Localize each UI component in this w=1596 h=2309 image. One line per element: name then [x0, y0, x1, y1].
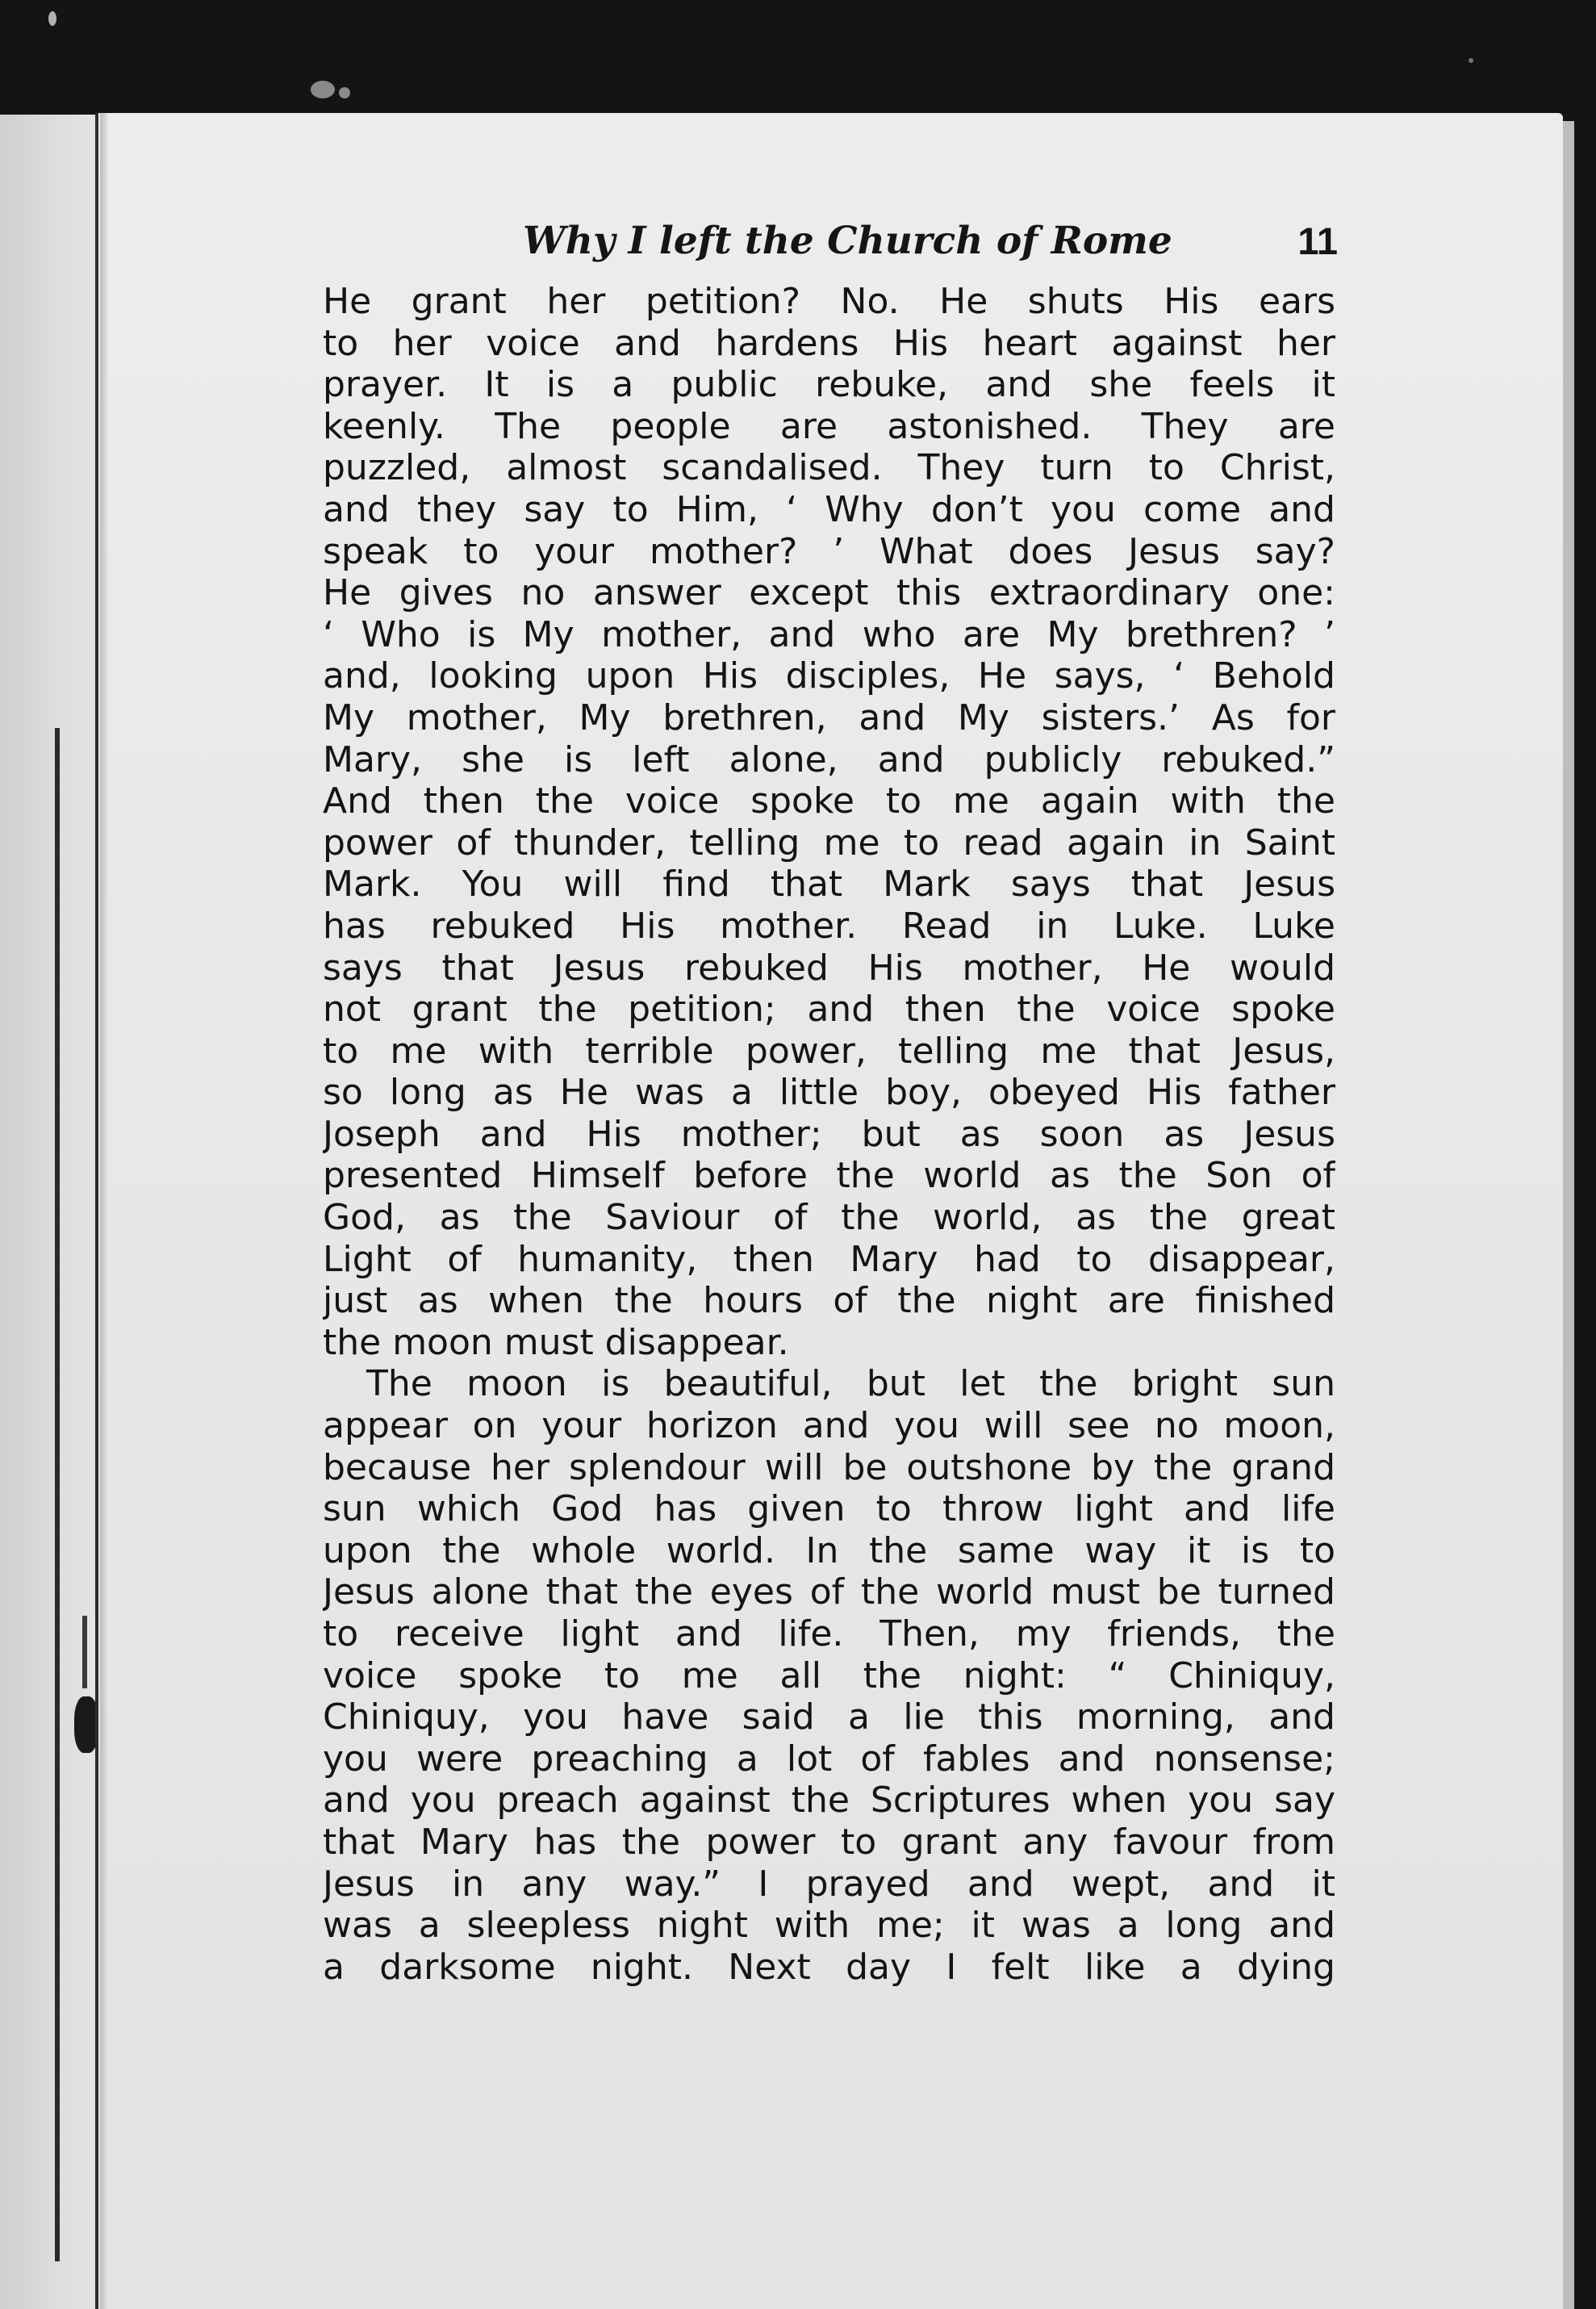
- text-line: and, looking upon His disciples, He says, ‘ Behold: [323, 655, 1335, 697]
- text-line: was a sleepless night with me; it was a long and: [323, 1905, 1335, 1947]
- text-line: speak to your mother? ’ What does Jesus say?: [323, 530, 1335, 572]
- text-line: Jesus alone that the eyes of the world must be turned: [323, 1571, 1335, 1613]
- text-line: God, as the Saviour of the world, as the great: [323, 1197, 1335, 1239]
- page-outer-edge: [1563, 121, 1574, 2309]
- scan-speck: [339, 87, 350, 98]
- text-line: voice spoke to me all the night: “ Chiniquy,: [323, 1654, 1335, 1696]
- text-line: a darksome night. Next day I felt like a dying: [323, 1946, 1335, 1988]
- text-line: not grant the petition; and then the voice spoke: [323, 989, 1335, 1031]
- text-line: puzzled, almost scandalised. They turn to Christ,: [323, 447, 1335, 489]
- text-line: to her voice and hardens His heart against her: [323, 322, 1335, 364]
- text-line: My mother, My brethren, and My sisters.’ As for: [323, 696, 1335, 738]
- paragraph-start-line: The moon is beautiful, but let the bright sun: [366, 1363, 1335, 1405]
- text-line: upon the whole world. In the same way it is to: [323, 1529, 1335, 1571]
- scan-speck: [48, 11, 56, 26]
- text-line: says that Jesus rebuked His mother, He would: [323, 947, 1335, 989]
- text-line: has rebuked His mother. Read in Luke. Luke: [323, 905, 1335, 947]
- facing-page-rule: [55, 728, 60, 2261]
- text-line: you were preaching a lot of fables and nonsense;: [323, 1738, 1335, 1780]
- running-header-title: Why I left the Church of Rome: [523, 219, 1172, 263]
- page-number: 11: [1297, 220, 1338, 262]
- facing-page-mark: [82, 1616, 87, 1688]
- text-line: to me with terrible power, telling me that Jesus,: [323, 1030, 1335, 1072]
- text-line: because her splendour will be outshone by the grand: [323, 1446, 1335, 1488]
- running-header: [523, 216, 1338, 266]
- text-line: that Mary has the power to grant any favour from: [323, 1821, 1335, 1863]
- scan-speck: [311, 81, 335, 98]
- text-line: Jesus in any way.” I prayed and wept, and it: [323, 1863, 1335, 1905]
- text-line: just as when the hours of the night are finished: [323, 1280, 1335, 1322]
- text-line: And then the voice spoke to me again with the: [323, 780, 1335, 822]
- text-line: ‘ Who is My mother, and who are My brethren? ’: [323, 613, 1335, 655]
- text-line: Chiniquy, you have said a lie this morning, and: [323, 1696, 1335, 1738]
- body-text: [323, 281, 1335, 1988]
- text-line: prayer. It is a public rebuke, and she feels it: [323, 364, 1335, 406]
- text-line: to receive light and life. Then, my friends, the: [323, 1613, 1335, 1654]
- text-line: sun which God has given to throw light and life: [323, 1488, 1335, 1530]
- text-line: and you preach against the Scriptures when you say: [323, 1780, 1335, 1822]
- text-line: and they say to Him, ‘ Why don’t you come and: [323, 488, 1335, 530]
- text-line: He gives no answer except this extraordinary one:: [323, 572, 1335, 614]
- text-line: keenly. The people are astonished. They are: [323, 405, 1335, 447]
- text-line: Mark. You will find that Mark says that Jesus: [323, 864, 1335, 906]
- scan-speck: [1469, 58, 1473, 63]
- text-line: Light of humanity, then Mary had to disappear,: [323, 1238, 1335, 1280]
- facing-page-strip: [0, 115, 97, 2309]
- page-inner-edge: [100, 113, 108, 2309]
- text-line: He grant her petition? No. He shuts His ears: [323, 281, 1335, 322]
- text-line: so long as He was a little boy, obeyed His father: [323, 1072, 1335, 1114]
- text-line: power of thunder, telling me to read again in Saint: [323, 822, 1335, 864]
- text-line: presented Himself before the world as the Son of: [323, 1155, 1335, 1197]
- paragraph-end-line: the moon must disappear.: [323, 1321, 789, 1363]
- text-line: Joseph and His mother; but as soon as Jesus: [323, 1113, 1335, 1155]
- text-line: appear on your horizon and you will see no moon,: [323, 1405, 1335, 1447]
- text-line: Mary, she is left alone, and publicly rebuked.”: [323, 738, 1335, 780]
